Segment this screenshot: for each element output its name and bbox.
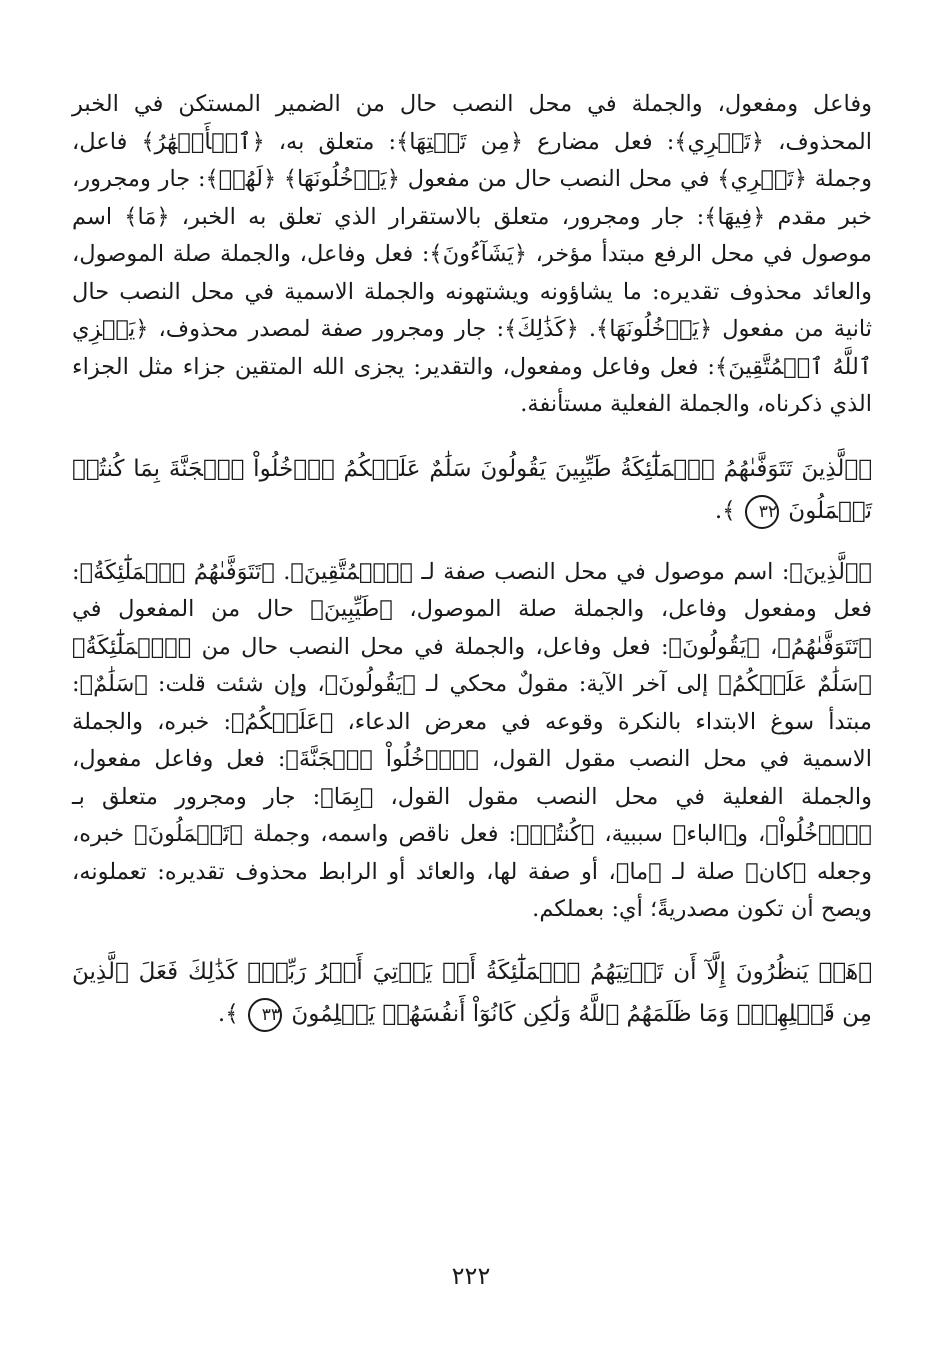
ayah-number-badge: ٣٣ <box>248 998 282 1032</box>
spacer <box>72 424 872 448</box>
paragraph-1: وفاعل ومفعول، والجملة في محل النصب حال من الضمير المستكن في الخبر المحذوف، ﴿تَجۡرِي﴾: فعل مضارع ﴿مِن تَحۡتِهَا﴾: متعلق به، ﴿ٱلۡأَنۡهَٰرُ﴾ فاعل، وجملة ﴿تَجۡرِي﴾ في محل النصب حال من مفعول ﴿يَدۡخُلُونَهَا﴾ ﴿لَهُمۡ﴾: جار ومجرور، خبر مقدم ﴿فِيهَا﴾: جار ومجرور، متعلق بالاستقرار الذي تعلق به الخبر، ﴿مَا﴾ اسم موصول في محل الرفع مبتدأ مؤخر، ﴿يَشَآءُونَ﴾: فعل وفاعل، والجملة صلة الموصول، والعائد محذوف تقديره: ما يشاؤونه ويشتهونه والجملة الاسمية في محل النصب حال ثانية من مفعول ﴿يَدۡخُلُونَهَا﴾. ﴿كَذَٰلِكَ﴾: جار ومجرور صفة لمصدر محذوف، ﴿يَجۡزِي ٱللَّهُ ٱلۡمُتَّقِينَ﴾: فعل وفاعل ومفعول، والتقدير: يجزى الله المتقين جزاء مثل الجزاء الذي ذكرناه، والجملة الفعلية مستأنفة. <box>72 91 872 417</box>
verse-text: ﴿هَلۡ يَنظُرُونَ إِلَّآ أَن تَأۡتِيَهُمُ ٱلۡمَلَٰٓئِكَةُ أَوۡ يَأۡتِيَ أَمۡرُ رَبِّكَۚ كَذَٰلِكَ فَعَلَ ٱلَّذِينَ مِن قَبۡلِهِمۡۚ وَمَا ظَلَمَهُمُ ٱللَّهُ وَلَٰكِن كَانُوٓاْ أَنفُسَهُمۡ يَظۡلِمُونَ <box>72 958 872 1027</box>
verse-text: ﴿ٱلَّذِينَ تَتَوَفَّىٰهُمُ ٱلۡمَلَٰٓئِكَةُ طَيِّبِينَ يَقُولُونَ سَلَٰمٌ عَلَيۡكُمُ ٱدۡخُلُواْ ٱلۡجَنَّةَ بِمَا كُنتُمۡ تَعۡمَلُونَ <box>72 455 872 524</box>
page-body <box>72 86 872 1035</box>
quran-verse-33 <box>72 951 872 1035</box>
verse-close: ﴾. <box>217 1000 239 1027</box>
spacer <box>72 929 872 951</box>
spacer <box>72 532 872 554</box>
verse-close: ﴾. <box>714 497 736 524</box>
quran-verse-32 <box>72 448 872 532</box>
ayah-number-badge: ٣٢ <box>745 495 779 529</box>
paragraph-2: ﴿ٱلَّذِينَ﴾: اسم موصول في محل النصب صفة لـ ﴿ٱلۡمُتَّقِينَ﴾. ﴿تَتَوَفَّىٰهُمُ ٱلۡمَلَٰٓئِكَةُ﴾: فعل ومفعول وفاعل، والجملة صلة الموصول، ﴿طَيِّبِينَ﴾ حال من المفعول في ﴿تَتَوَفَّىٰهُمُ﴾، ﴿يَقُولُونَ﴾: فعل وفاعل، والجملة في محل النصب حال من ﴿ٱلۡمَلَٰٓئِكَةُ﴾ ﴿سَلَٰمٌ عَلَيۡكُمُ﴾ إلى آخر الآية: مقولٌ محكي لـ ﴿يَقُولُونَ﴾، وإن شئت قلت: ﴿سَلَٰمٌ﴾: مبتدأ سوغ الابتداء بالنكرة وقوعه في معرض الدعاء، ﴿عَلَيۡكُمُ﴾: خبره، والجملة الاسمية في محل النصب مقول القول، ﴿ٱدۡخُلُواْ ٱلۡجَنَّةَ﴾: فعل وفاعل مفعول، والجملة الفعلية في محل النصب مقول القول، ﴿بِمَا﴾: جار ومجرور متعلق بـ ﴿ٱدۡخُلُواْ﴾، و﴿الباء﴾ سببية، ﴿كُنتُمۡ﴾: فعل ناقص واسمه، وجملة ﴿تَعۡمَلُونَ﴾ خبره، وجعله ﴿كان﴾ صلة لـ ﴿ما﴾، أو صفة لها، والعائد أو الرابط محذوف تقديره: تعملونه، ويصح أن تكون مصدريةً؛ أي: بعملكم. <box>72 558 872 922</box>
page-number: ٢٢٢ <box>451 1262 491 1290</box>
